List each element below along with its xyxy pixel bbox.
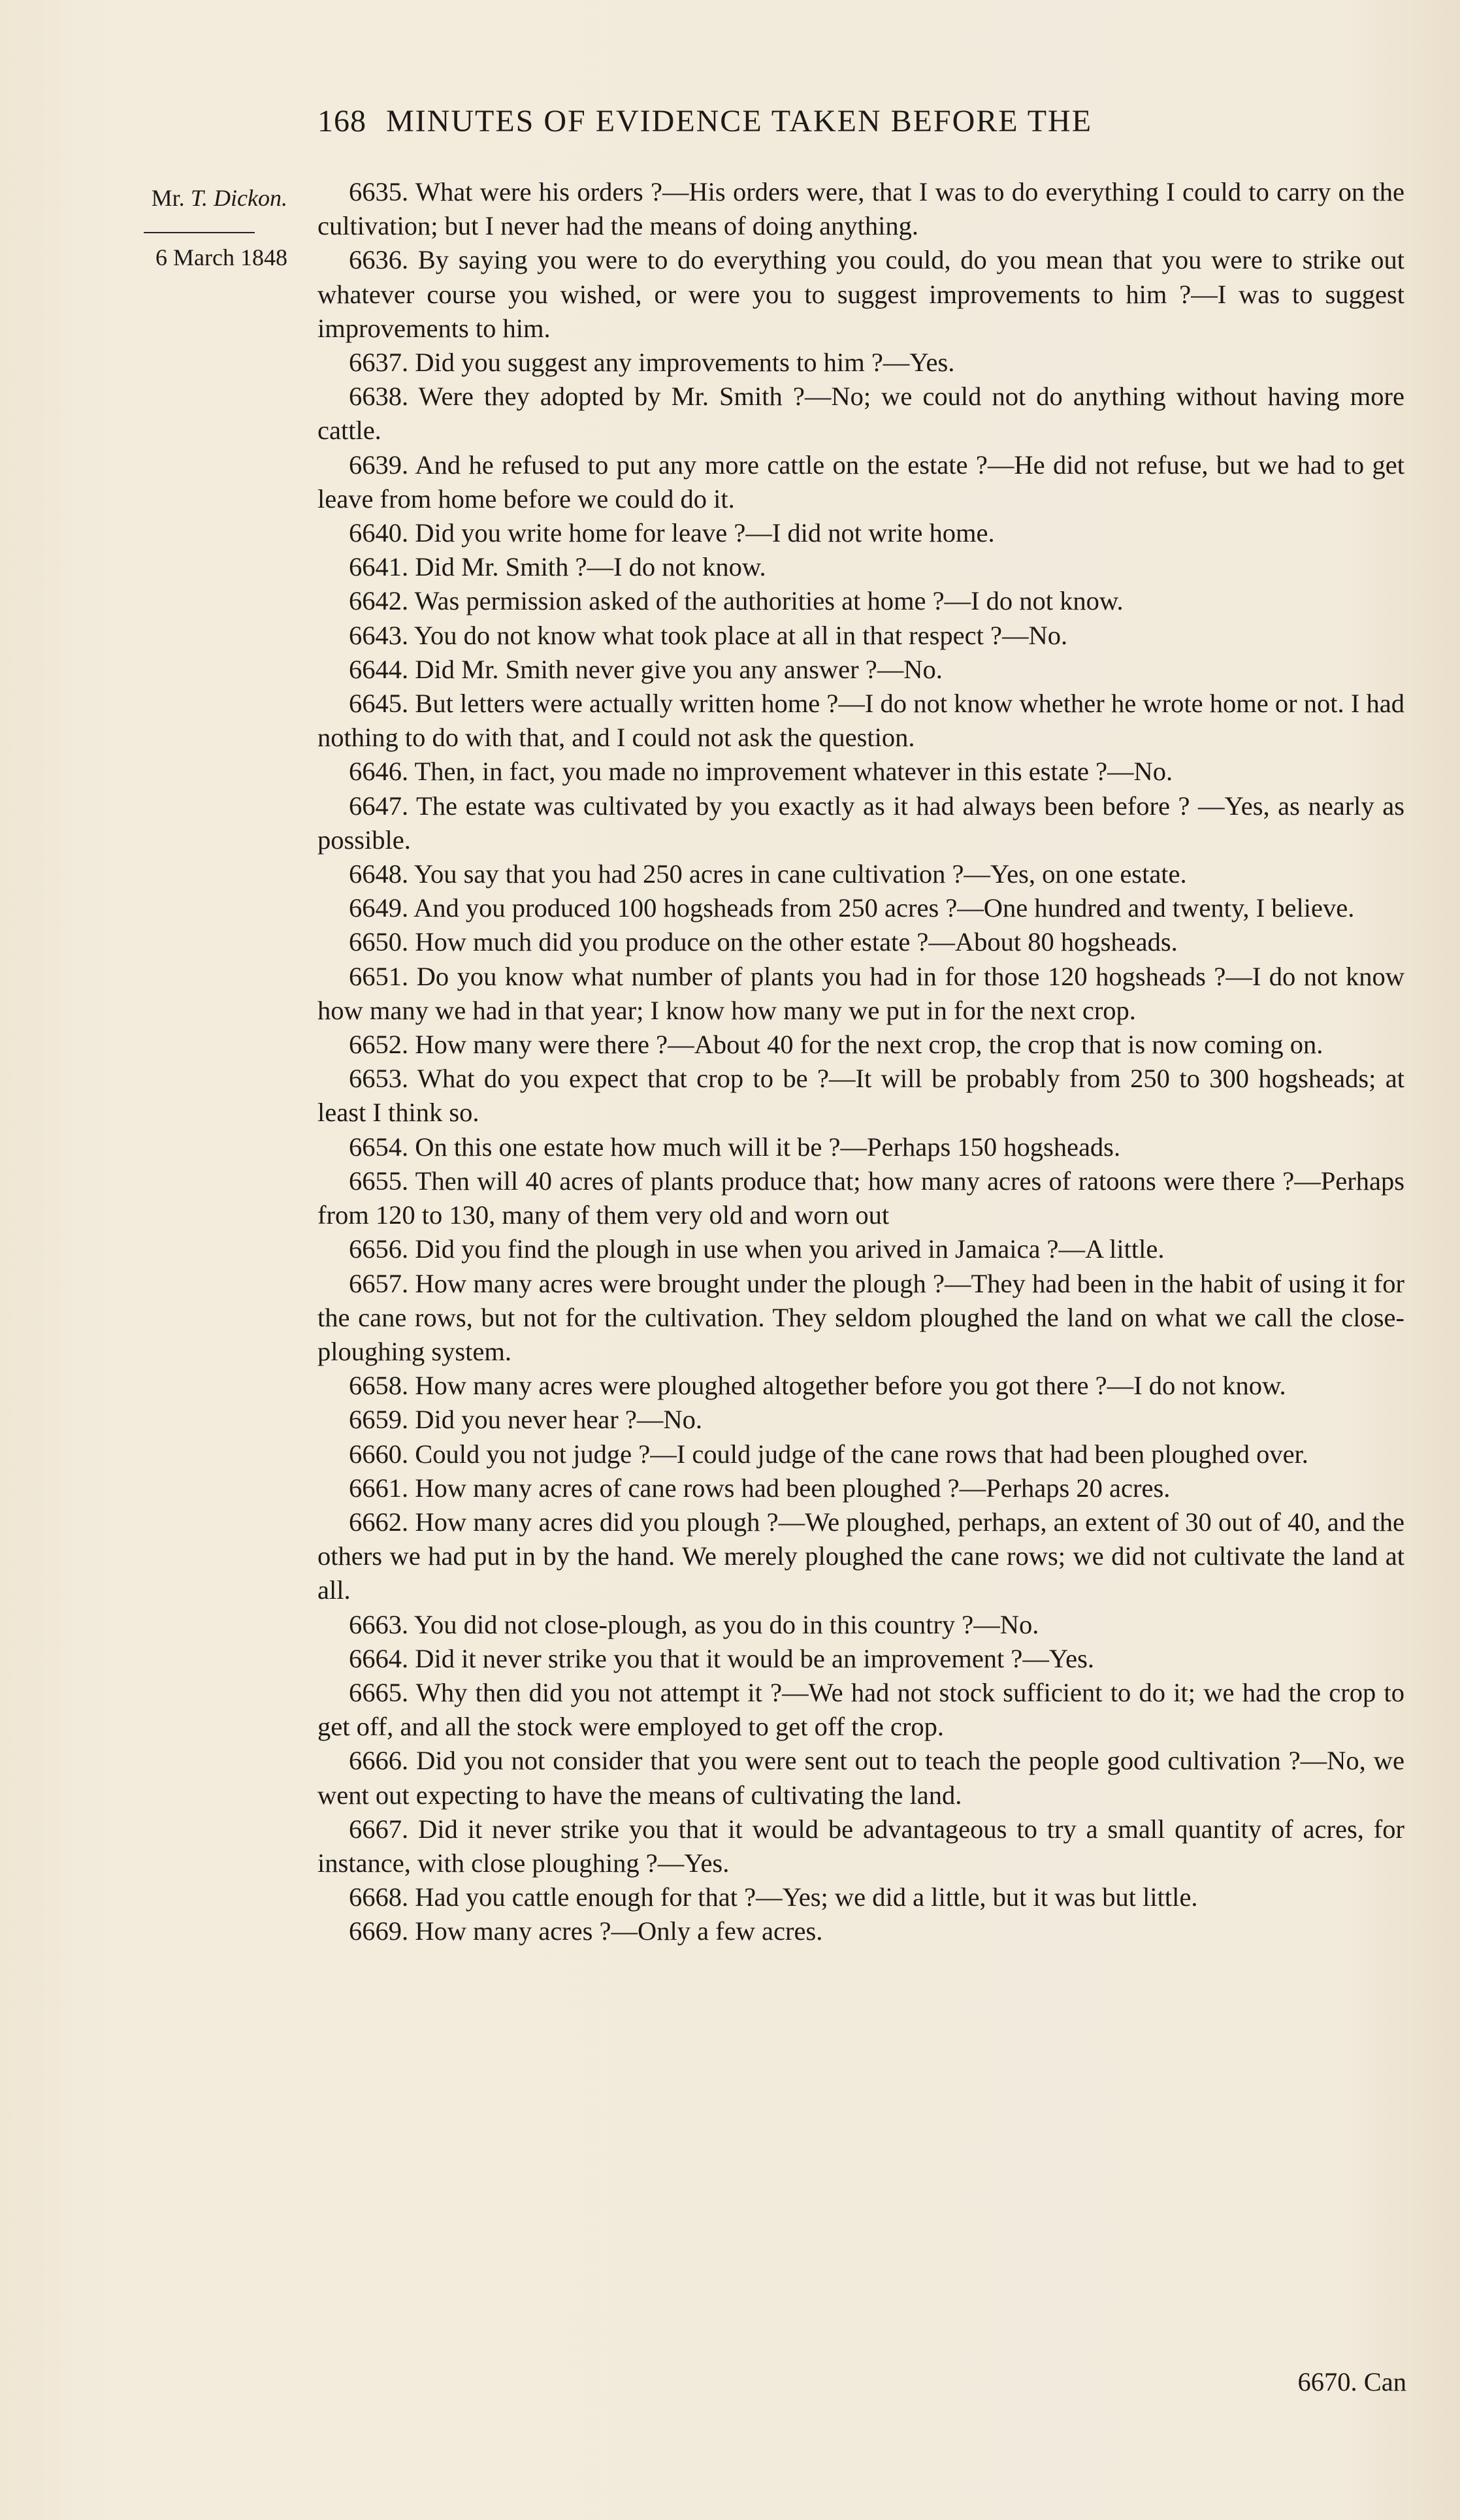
catchword: 6670. Can <box>1297 2367 1406 2397</box>
question-answer: 6660. Could you not judge ?—I could judge of the cane rows that had been ploughed over. <box>349 1439 1308 1469</box>
page-header <box>317 103 1454 149</box>
question-answer: 6637. Did you suggest any improvements to him ?—Yes. <box>349 348 955 378</box>
question-answer: 6663. You did not close-plough, as you do in this country ?—No. <box>349 1609 1039 1639</box>
question-answer: 6635. What were his orders ?—His orders were, that I was to do everything I could to carry on the cultivation; but I never had the means of doing anything. <box>317 177 1404 241</box>
margin-witness-name <box>78 184 287 212</box>
question-answer: 6644. Did Mr. Smith never give you any answer ?—No. <box>349 654 943 684</box>
question-answer: 6638. Were they adopted by Mr. Smith ?—No; we could not do anything without having more cattle. <box>317 382 1404 446</box>
margin-date: 6 March 1848 <box>155 244 287 270</box>
question-answer: 6662. How many acres did you plough ?—We ploughed, perhaps, an extent of 30 out of 40, and the others we had put in by the hand. We merely ploughed the cane rows; we did not cultivate the land at all. <box>317 1507 1404 1605</box>
question-answer: 6669. How many acres ?—Only a few acres. <box>349 1916 823 1946</box>
question-answer: 6664. Did it never strike you that it would be an improvement ?—Yes. <box>349 1643 1094 1673</box>
question-answer: 6651. Do you know what number of plants you had in for those 120 hogsheads ?—I do not know how many we had in that year; I know how many we put in for the next crop. <box>317 961 1404 1025</box>
question-answer: 6648. You say that you had 250 acres in cane cultivation ?—Yes, on one estate. <box>349 859 1187 889</box>
question-answer: 6665. Why then did you not attempt it ?—We had not stock sufficient to do it; we had the crop to get off, and all the stock were employed to get off the crop. <box>317 1677 1404 1742</box>
question-answer: 6656. Did you find the plough in use when you arived in Jamaica ?—A little. <box>349 1234 1165 1264</box>
running-title: MINUTES OF EVIDENCE TAKEN BEFORE THE <box>386 104 1093 139</box>
page-number: 168 <box>317 104 366 139</box>
question-answer: 6649. And you produced 100 hogsheads from 250 acres ?—One hundred and twenty, I believe. <box>349 893 1355 923</box>
question-answer: 6653. What do you expect that crop to be ?—It will be probably from 250 to 300 hogsheads; at least I think so. <box>317 1064 1404 1128</box>
question-answer: 6661. How many acres of cane rows had been ploughed ?—Perhaps 20 acres. <box>349 1473 1171 1503</box>
question-answer: 6658. How many acres were ploughed altogether before you got there ?—I do not know. <box>349 1371 1286 1401</box>
question-answer: 6636. By saying you were to do everything you could, do you mean that you were to strike out whatever course you wished, or were you to suggest improvements to him ?—I was to suggest improvements to him. <box>317 245 1404 343</box>
evidence-body <box>317 175 1404 1949</box>
margin-divider <box>144 232 255 233</box>
question-answer: 6657. How many acres were brought under the plough ?—They had been in the habit of using it for the cane rows, but not for the cultivation. They seldom ploughed the land on what we call the close-ploughing system. <box>317 1268 1404 1366</box>
question-answer: 6659. Did you never hear ?—No. <box>349 1405 702 1435</box>
question-answer: 6640. Did you write home for leave ?—I did not write home. <box>349 518 995 548</box>
witness-name: T. Dickon. <box>190 185 287 211</box>
question-answer: 6655. Then will 40 acres of plants produce that; how many acres of ratoons were there ?—Perhaps from 120 to 130, many of them very old and worn out <box>317 1166 1404 1230</box>
witness-prefix: Mr. <box>151 185 185 211</box>
question-answer: 6643. You do not know what took place at all in that respect ?—No. <box>349 620 1068 650</box>
question-answer: 6642. Was permission asked of the authorities at home ?—I do not know. <box>349 586 1124 616</box>
question-answer: 6647. The estate was cultivated by you exactly as it had always been before ? —Yes, as nearly as possible. <box>317 791 1404 855</box>
question-answer: 6646. Then, in fact, you made no improvement whatever in this estate ?—No. <box>349 757 1173 787</box>
question-answer: 6668. Had you cattle enough for that ?—Yes; we did a little, but it was but little. <box>349 1882 1198 1912</box>
question-answer: 6667. Did it never strike you that it would be advantageous to try a small quantity of acres, for instance, with close ploughing ?—Yes. <box>317 1814 1404 1878</box>
question-answer: 6652. How many were there ?—About 40 for the next crop, the crop that is now coming on. <box>349 1030 1323 1060</box>
question-answer: 6650. How much did you produce on the other estate ?—About 80 hogsheads. <box>349 927 1178 957</box>
question-answer: 6666. Did you not consider that you were sent out to teach the people good cultivation ?—No, we went out expecting to have the means of cultivating the land. <box>317 1746 1404 1810</box>
question-answer: 6654. On this one estate how much will it be ?—Perhaps 150 hogsheads. <box>349 1132 1121 1162</box>
question-answer: 6645. But letters were actually written home ?—I do not know whether he wrote home or not. I had nothing to do with that, and I could not ask the question. <box>317 689 1404 753</box>
question-answer: 6639. And he refused to put any more cattle on the estate ?—He did not refuse, but we had to get leave from home before we could do it. <box>317 450 1404 514</box>
question-answer: 6641. Did Mr. Smith ?—I do not know. <box>349 552 766 582</box>
